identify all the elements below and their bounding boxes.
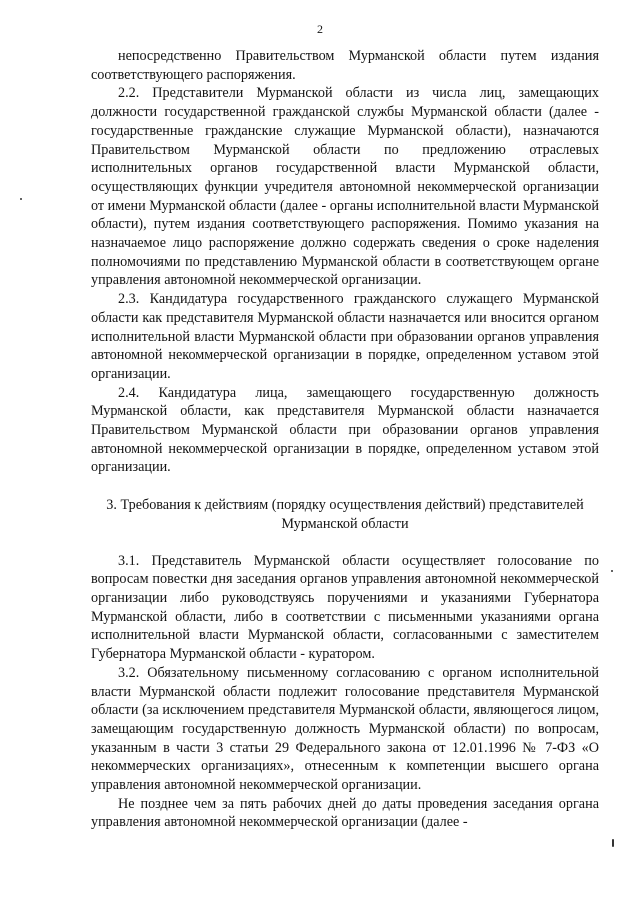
paragraph-deadline: Не позднее чем за пять рабочих дней до даты проведения заседания органа управления автономной некоммерческой организации (далее - [91,795,599,831]
paragraph-continuation: непосредственно Правительством Мурманской области путем издания соответствующего распоряжения. [91,48,599,83]
paragraph-3-2: 3.2. Обязательному письменному согласованию с органом исполнительной власти Мурманской области подлежит голосование представителя Мурманской области (за исключением представителя Мурманской области, являющегося лицом, замещающим государственную должность Мурманской области) по вопросам, указанным в части 3 статьи 29 Федерального закона от 12.01.1996 № 7-ФЗ «О некоммерческих организациях», отнесенным к компетенции высшего органа управления автономной некоммерческой организации. [91,664,599,794]
page-number: 2 [317,22,323,36]
paragraph-2-2: 2.2. Представители Мурманской области из числа лиц, замещающих должности государственной гражданской службы Мурманской области (далее - государственные гражданские служащие Мурманской области), назначаются Правительством Мурманской области по предложению отраслевых исполнительных органов государственной власти Мурманской области, осуществляющих функции учредителя автономной некоммерческой организации от имени Мурманской области (далее - органы исполнительной власти Мурманской области), путем издания соответствующего распоряжения. Помимо указания на назначаемое лицо распоряжение должно содержать сведения о сроке наделения полномочиями по представлению Мурманской области в соответствующем органе управления автономной некоммерческой организации. [91,85,599,289]
paragraph-2-3: 2.3. Кандидатура государственного гражданского служащего Мурманской области как представителя Мурманской области назначается или вносится органом исполнительной власти Мурманской области при образовании органов управления автономной некоммерческой организации в порядке, определенном уставом этой организации. [91,291,599,382]
paragraph-2-4: 2.4. Кандидатура лица, замещающего государственную должность Мурманской области, как представителя Мурманской области назначается Правительством Мурманской области при образовании органов управления автономной некоммерческой организации в порядке, определенном уставом этой организации. [91,384,599,476]
scan-speck [20,198,22,200]
scan-speck [611,570,613,572]
paragraph-3-1: 3.1. Представитель Мурманской области осуществляет голосование по вопросам повестки дня заседания органов управления автономной некоммерческой организации либо руководствуясь поручениями и указаниями Губернатора Мурманской области, либо в соответствии с письменными указаниями органа исполнительной власти Мурманской области, согласованными с заместителем Губернатора Мурманской области - куратором. [91,552,599,663]
document-body [91,47,599,832]
scan-speck [612,839,614,847]
section-3-heading: 3. Требования к действиям (порядку осуществления действий) представителей Мурманской области [106,497,584,532]
